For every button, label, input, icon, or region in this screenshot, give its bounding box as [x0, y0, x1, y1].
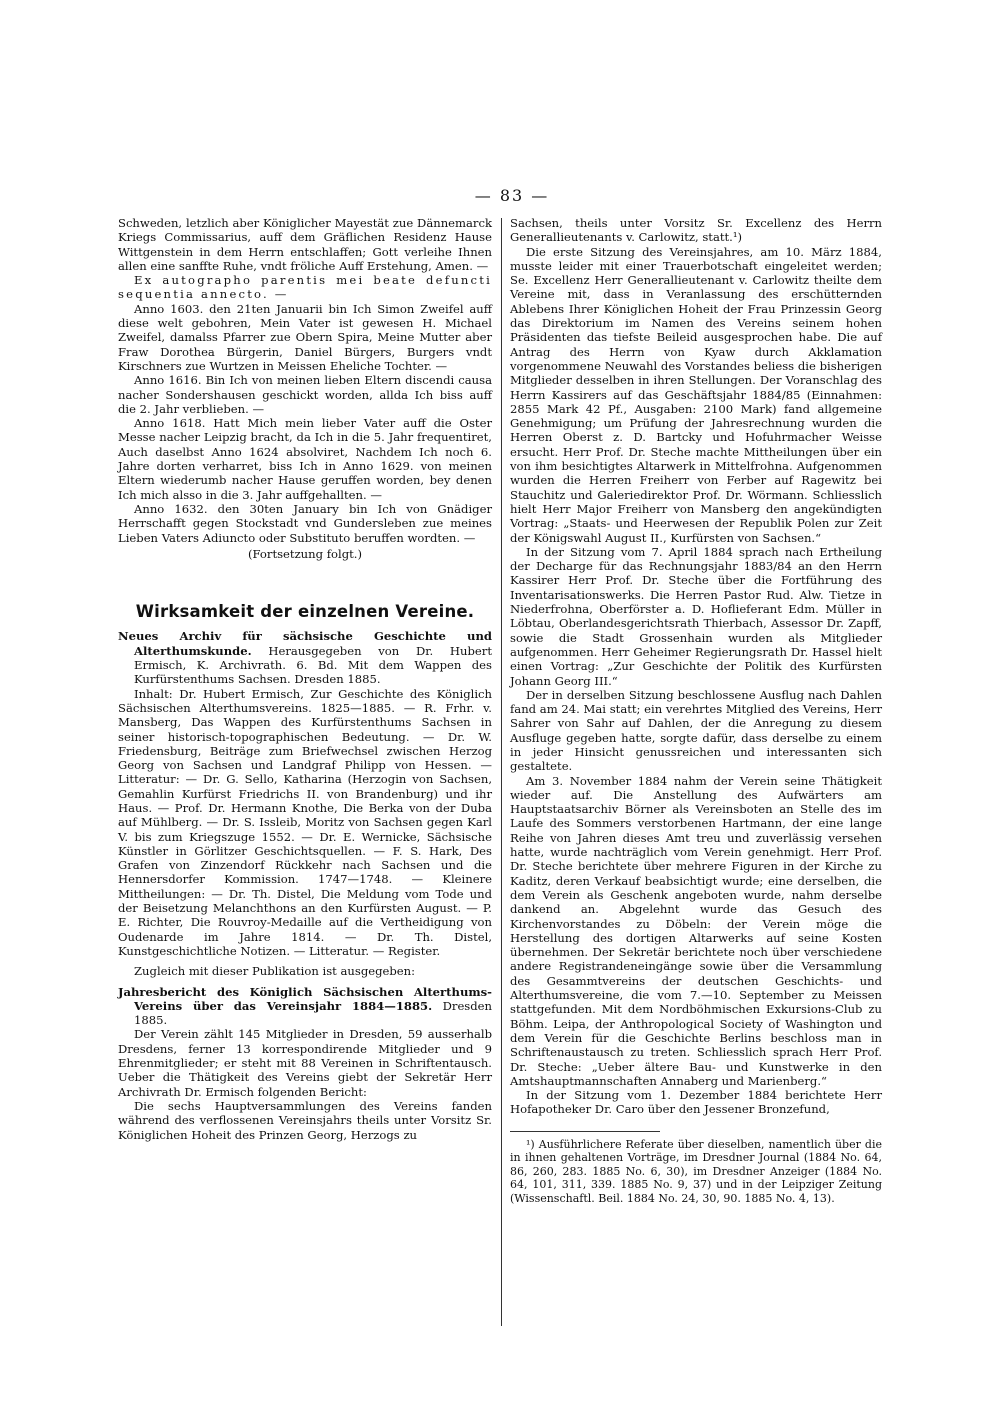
- paragraph: In der Sitzung vom 7. April 1884 sprach nach Ertheilung der Decharge für das Rechnungsjahr 1883/84 an den Herrn Kassirer Herr Prof. Dr. Steche über die Fortführung des Inventarisationswerks. Die Herren Pastor Rud. Alw. Tietze in Niederfrohna, Oberförster a. D. Hoflieferant Edm. Müller in Löbtau, Oberlandesgerichtsrath Thierbach, Assessor Dr. Zapff, sowie die Stadt Grossenhain wurden als Mitglieder aufgenommen. Herr Geheimer Regierungsrath Dr. Hassel hielt einen Vortrag: „Zur Geschichte der Politik des Kurfürsten Johann Georg III.“: [510, 544, 882, 688]
- entry-contents: Inhalt: Dr. Hubert Ermisch, Zur Geschichte des Königlich Sächsischen Alterthumsvereins. 1825—1885. — R. Frhr. v. Mansberg, Das Wappen des Kurfürstenthums Sachsen in seiner historisch-topographischen Bedeutung. — Dr. W. Friedensburg, Beiträge zum Briefwechsel zwischen Herzog Georg von Sachsen und Landgraf Philipp von Hessen. — Litteratur: — Dr. G. Sello, Katharina (Herzogin von Sachsen, Gemahlin Kurfürst Friedrichs II. von Brandenburg) und ihr Haus. — Prof. Dr. Hermann Knothe, Die Berka von der Duba auf Mühlberg. — Dr. S. Issleib, Moritz von Sachsen gegen Karl V. bis zum Kriegszuge 1552. — Dr. E. Wernicke, Sächsische Künstler in Görlitzer Geschichtsquellen. — F. S. Hark, Des Grafen von Zinzendorf Rückkehr nach Sachsen und die Hennersdorfer Kommission. 1747—1748. — Kleinere Mittheilungen: — Dr. Th. Distel, Die Meldung vom Tode und der Beisetzung Melanchthons an den Kurfürsten August. — P. E. Richter, Die Rouvroy-Medaille auf die Vertheidigung von Oudenarde im Jahre 1814. — Dr. Th. Distel, Kunstgeschichtliche Notizen. — Litteratur. — Register.: [118, 686, 492, 958]
- continuation-note: (Fortsetzung folgt.): [247, 546, 362, 561]
- footnote: ¹) Ausführlichere Referate über dieselben, namentlich über die in ihnen gehaltenen Vorträge, im Dresdner Journal (1884 No. 64, 86, 260, 283. 1885 No. 6, 30), im Dresdner Anzeiger (1884 No. 64, 101, 311, 339. 1885 No. 9, 37) und in der Leipziger Zeitung (Wissenschaftl. Beil. 1884 No. 24, 30, 90. 1885 No. 4, 13).: [510, 1137, 882, 1206]
- paragraph: Schweden, letzlich aber Königlicher Mayestät zue Dännemarck Kriegs Commissarius, auff dem Gräflichen Residenz Hause Wittgenstein in dem Herrn entschlaffen; Gott verleihe Ihnen allen eine sanffte Ruhe, vndt fröliche Auff Erstehung, Amen. —: [118, 216, 492, 273]
- entry-text: Herausgegeben von Dr. Hubert Ermisch, K. Archivrath. 6. Bd. Mit dem Wappen des Kurfürstenthums Sachsen. Dresden 1885.: [134, 643, 492, 687]
- entry-text: Dresden 1885.: [134, 998, 493, 1028]
- paragraph: Anno 1603. den 21ten Januarii bin Ich Simon Zweifel auff diese welt gebohren, Mein Vater ist gewesen H. Michael Zweifel, damalss Pfarrer zue Obern Spira, Meine Mutter aber Fraw Dorothea Bürgerin, Daniel Bürgers, Burgers vndt Kirschners zue Wurtzen in Meissen Eheliche Tochter. —: [118, 301, 492, 373]
- bibliography-entry: [118, 629, 492, 686]
- paragraph: Der Verein zählt 145 Mitglieder in Dresden, 59 ausserhalb Dresdens, ferner 13 korrespondirende Mitglieder und 9 Ehrenmitglieder; er steht mit 88 Vereinen in Schriftentausch. Ueber die Thätigkeit des Vereins giebt der Sekretär Herr Archivrath Dr. Ermisch folgenden Bericht:: [118, 1027, 492, 1099]
- paragraph: Der in derselben Sitzung beschlossene Ausflug nach Dahlen fand am 24. Mai statt; ein verehrtes Mitglied des Vereins, Herr Sahrer von Sahr auf Dahlen, der die Anregung zu diesem Ausfluge gegeben hatte, sorgte dafür, dass derselbe zu einem in jeder Hinsicht genussreichen und interessanten sich gestaltete.: [510, 687, 882, 774]
- paragraph: Anno 1618. Hatt Mich mein lieber Vater auff die Oster Messe nacher Leipzig bracht, da Ich in die 5. Jahr frequentiret, Auch daselbst Anno 1624 absolviret, Nachdem Ich noch 6. Jahre dorten verharret, biss Ich in Anno 1629. von meinen Eltern wiederumb nacher Hause geruffen worden, bey denen Ich mich alsso in die 3. Jahr auffgehallten. —: [118, 416, 492, 502]
- bibliography-entry: [118, 985, 492, 1028]
- right-column: [510, 216, 882, 1206]
- section-title: Wirksamkeit der einzelnen Vereine.: [135, 602, 475, 622]
- left-column: [118, 216, 492, 1142]
- paragraph: In der Sitzung vom 1. Dezember 1884 berichtete Herr Hofapotheker Dr. Caro über den Jessener Bronzefund,: [510, 1088, 882, 1117]
- paragraph: Anno 1632. den 30ten January bin Ich von Gnädiger Herrschafft gegen Stockstadt vnd Gundersleben zue meines Lieben Vaters Adiuncto oder Substituto beruffen wordten. —: [118, 501, 492, 545]
- paragraph-spaced: Ex autographo parentis mei beate defuncti sequentia annecto. —: [118, 273, 492, 302]
- paragraph: Sachsen, theils unter Vorsitz Sr. Excellenz des Herrn Generallieutenants v. Carlowitz, statt.¹): [510, 216, 882, 245]
- entry-title: Neues Archiv für sächsische Geschichte und Alterthumskunde.: [118, 629, 492, 658]
- paragraph: Anno 1616. Bin Ich von meinen lieben Eltern discendi causa nacher Sondershausen geschickt worden, allda Ich biss auff die 2. Jahr verblieben. —: [118, 373, 492, 416]
- paragraph: Die sechs Hauptversammlungen des Vereins fanden während des verflossenen Vereinsjahrs theils unter Vorsitz Sr. Königlichen Hoheit des Prinzen Georg, Herzogs zu: [118, 1098, 492, 1142]
- footnote-rule: [510, 1131, 660, 1132]
- paragraph: Zugleich mit dieser Publikation ist ausgegeben:: [134, 964, 416, 979]
- paragraph: Am 3. November 1884 nahm der Verein seine Thätigkeit wieder auf. Die Anstellung des Aufwärters am Hauptstaatsarchiv Börner als Vereinsboten an Stelle des im Laufe des Sommers verstorbenen Hartmann, der eine lange Reihe von Jahren dieses Amt treu und zuverlässig versehen hatte, wurde nachträglich vom Verein genehmigt. Herr Prof. Dr. Steche berichtete über mehrere Figuren in der Kirche zu Kaditz, deren Verkauf beabsichtigt wurde; eine derselben, die dem Verein als Geschenk angeboten wurde, nahm derselbe dankend an. Abgelehnt wurde das Gesuch des Kirchenvorstandes zu Döbeln: der Verein möge die Herstellung des dortigen Altarwerks auf seine Kosten übernehmen. Der Sekretär berichtete noch über verschiedene andere Registrandeneingänge sowie über die Versammlung des Gesammtvereins der deutschen Geschichts- und Alterthumsvereine, die vom 7.—10. September zu Meissen stattgefunden. Mit dem Nordböhmischen Exkursions-Club zu Böhm. Leipa, der Anthropological Society of Washington und dem Verein für die Geschichte Berlins beschloss man in Schriftenaustausch zu treten. Schliesslich sprach Herr Prof. Dr. Steche: „Ueber ältere Bau- und Kunstwerke in den Amtshauptmannschaften Annaberg und Marienberg.“: [510, 773, 882, 1088]
- entry-title: Jahresbericht des Königlich Sächsischen Alterthums-Vereins über das Vereinsjahr 1884—1885.: [118, 984, 492, 1013]
- paragraph: Die erste Sitzung des Vereinsjahres, am 10. März 1884, musste leider mit einer Trauerbotschaft eingeleitet werden; Se. Excellenz Herr Generallieutenant v. Carlowitz theilte dem Vereine mit, dass in Veranlassung des erschütternden Ablebens Ihrer Königlichen Hoheit der Frau Prinzessin Georg das Direktorium im Namen des Vereins seinem hohen Präsidenten das tiefste Beileid ausgesprochen habe. Die auf Antrag des Herrn von Kyaw durch Akklamation vorgenommene Neuwahl des Vorstandes beliess die bisherigen Mitglieder desselben in ihren Stellungen. Der Voranschlag des Herrn Kassirers auf das Geschäftsjahr 1884/85 (Einnahmen: 2855 Mark 42 Pf., Ausgaben: 2100 Mark) fand allgemeine Genehmigung; um Prüfung der Jahresrechnung wurden die Herren Oberst z. D. Bartcky und Hofuhrmacher Weisse ersucht. Herr Prof. Dr. Steche machte Mittheilungen über ein von ihm besichtigtes Altarwerk in Mittelfrohna. Aufgenommen wurden die Herren Freiherr von Ferber auf Ragewitz bei Stauchitz und Galeriedirektor Prof. Dr. Wörmann. Schliesslich hielt Herr Major Freiherr von Mansberg den angekündigten Vortrag: „Staats- und Heerwesen der Republik Polen zur Zeit der Königswahl August II., Kurfürsten von Sachsen.“: [510, 244, 882, 545]
- column-divider: [501, 218, 502, 1326]
- page-number: — 83 —: [474, 186, 550, 205]
